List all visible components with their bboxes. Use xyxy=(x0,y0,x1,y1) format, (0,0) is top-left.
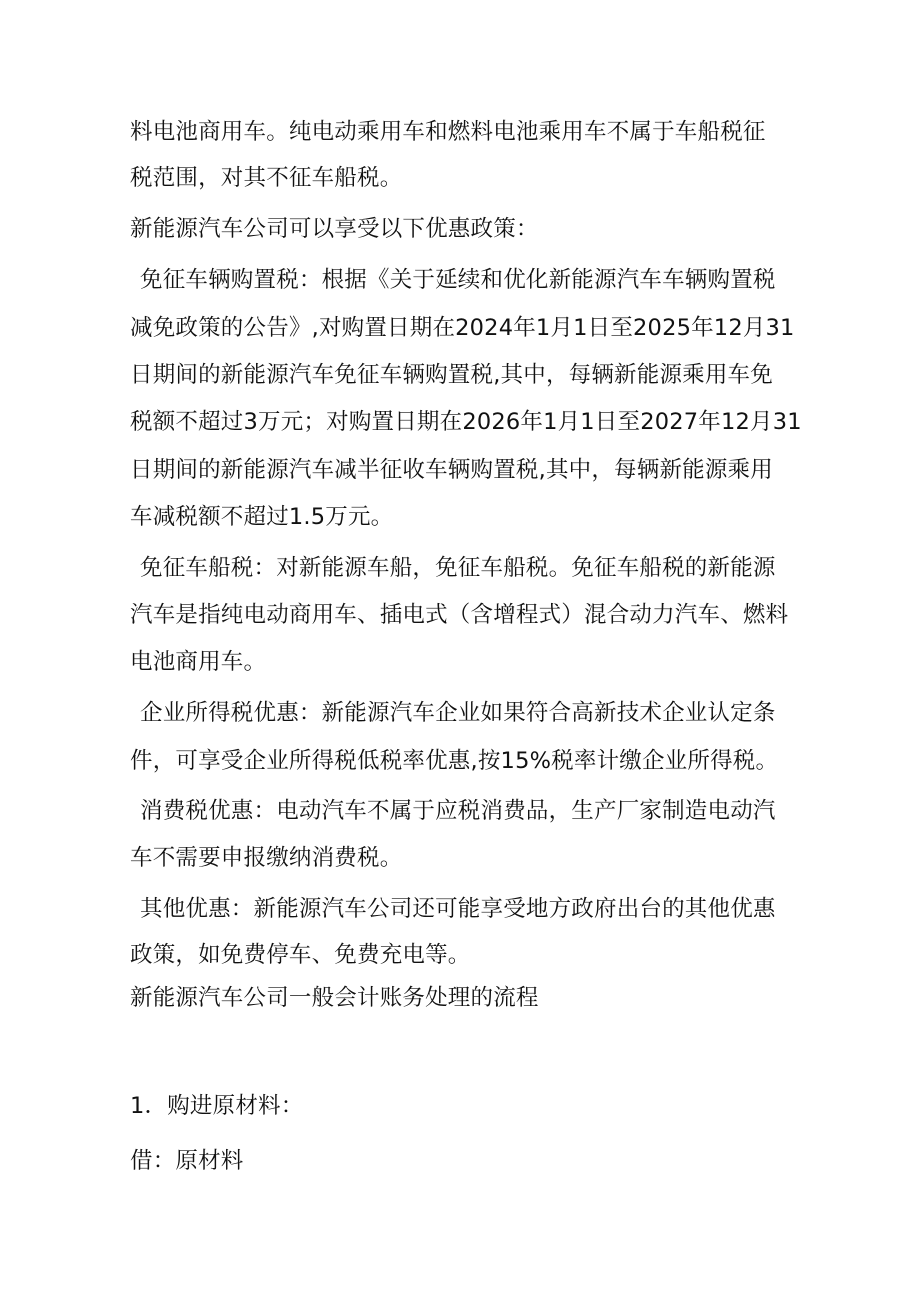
paragraph-line: 电池商用车。 xyxy=(130,649,267,675)
section-heading: 新能源汽车公司一般会计账务处理的流程 xyxy=(130,985,539,1011)
paragraph-line: 日期间的新能源汽车免征车辆购置税,其中，每辆新能源乘用车免 xyxy=(130,362,773,388)
paragraph-line: 料电池商用车。纯电动乘用车和燃料电池乘用车不属于车船税征 xyxy=(130,119,766,145)
journal-entry-line: 借：原材料 xyxy=(130,1148,244,1174)
paragraph-line: 政策，如免费停车、免费充电等。 xyxy=(130,942,471,968)
paragraph-line: 日期间的新能源汽车减半征收车辆购置税,其中，每辆新能源乘用 xyxy=(130,457,773,483)
policy-vessel-tax-line: 免征车船税：对新能源车船，免征车船税。免征车船税的新能源 xyxy=(140,555,776,581)
paragraph-line: 税范围，对其不征车船税。 xyxy=(130,165,403,191)
policy-consumption-tax-line: 消费税优惠：电动汽车不属于应税消费品，生产厂家制造电动汽 xyxy=(140,798,776,824)
paragraph-line: 减免政策的公告》,对购置日期在2024年1月1日至2025年12月31 xyxy=(130,315,795,341)
paragraph-line: 件，可享受企业所得税低税率优惠,按15%税率计缴企业所得税。 xyxy=(130,748,779,774)
policy-purchase-tax-line: 免征车辆购置税：根据《关于延续和优化新能源汽车车辆购置税 xyxy=(140,267,776,293)
section-intro: 新能源汽车公司可以享受以下优惠政策： xyxy=(130,216,539,242)
policy-income-tax-line: 企业所得税优惠：新能源汽车企业如果符合高新技术企业认定条 xyxy=(140,700,776,726)
paragraph-line: 车不需要申报缴纳消费税。 xyxy=(130,845,403,871)
paragraph-line: 汽车是指纯电动商用车、插电式（含增程式）混合动力汽车、燃料 xyxy=(130,602,789,628)
paragraph-line: 车减税额不超过1.5万元。 xyxy=(130,504,394,530)
paragraph-line: 税额不超过3万元；对购置日期在2026年1月1日至2027年12月31 xyxy=(130,409,802,435)
step-heading: 1．购进原材料： xyxy=(130,1093,304,1119)
policy-other-line: 其他优惠：新能源汽车公司还可能享受地方政府出台的其他优惠 xyxy=(140,896,776,922)
